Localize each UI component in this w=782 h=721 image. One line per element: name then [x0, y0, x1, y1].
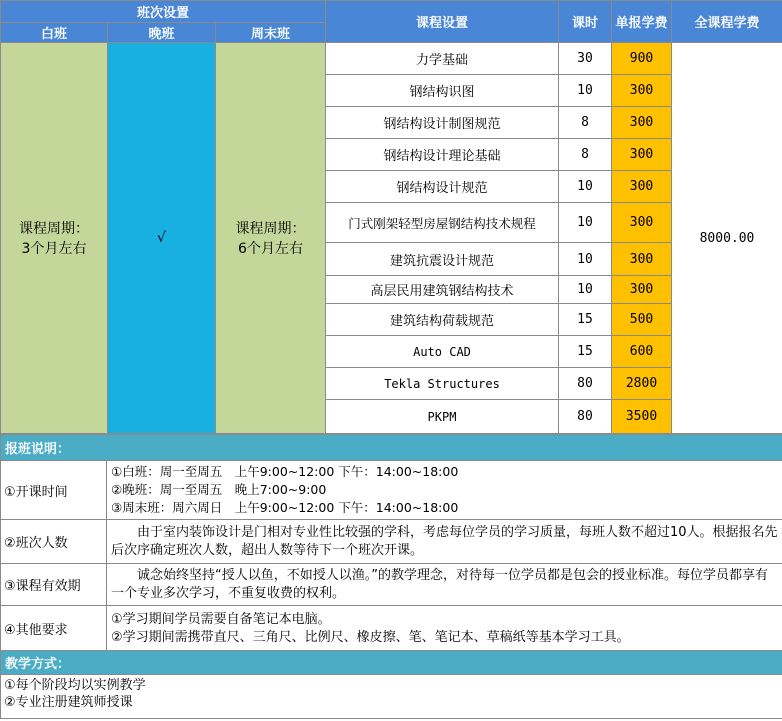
course-hours: 10 [559, 171, 612, 203]
course-name: PKPM [326, 400, 559, 434]
course-fee: 300 [612, 276, 672, 304]
course-name: 高层民用建筑钢结构技术 [326, 276, 559, 304]
full-fee-header: 全课程学费 [672, 1, 782, 43]
weekend-class-period: 课程周期： 6个月左右 [216, 43, 326, 434]
class-size-label: ②班次人数 [1, 520, 107, 564]
course-name: Auto CAD [326, 336, 559, 368]
course-fee: 2800 [612, 368, 672, 400]
validity-label: ③课程有效期 [1, 564, 107, 606]
evening-class-header: 晚班 [108, 23, 216, 43]
course-name: 钢结构设计规范 [326, 171, 559, 203]
opening-time-label: ①开课时间 [1, 461, 107, 520]
other-requirements-label: ④其他要求 [1, 606, 107, 652]
course-fee: 300 [612, 107, 672, 139]
course-fee: 3500 [612, 400, 672, 434]
course-fee: 300 [612, 203, 672, 243]
course-name: 建筑抗震设计规范 [326, 243, 559, 276]
single-fee-header: 单报学费 [612, 1, 672, 43]
day-class-period: 课程周期： 3个月左右 [1, 43, 108, 434]
teaching-table [0, 650, 782, 719]
course-fee: 600 [612, 336, 672, 368]
course-hours: 80 [559, 400, 612, 434]
weekend-class-header: 周末班 [216, 23, 326, 43]
course-hours: 15 [559, 304, 612, 336]
hours-header: 课时 [559, 1, 612, 43]
course-hours: 10 [559, 243, 612, 276]
course-hours: 8 [559, 139, 612, 171]
course-name: Tekla Structures [326, 368, 559, 400]
course-fee: 300 [612, 75, 672, 107]
course-fee: 300 [612, 243, 672, 276]
course-name: 门式刚架轻型房屋钢结构技术规程 [326, 203, 559, 243]
course-hours: 8 [559, 107, 612, 139]
course-hours: 15 [559, 336, 612, 368]
full-course-fee: 8000.00 [672, 43, 782, 434]
opening-time-text: ①白班：周一至周五 上午9:00~12:00 下午：14:00~18:00 ②晚班：周一至周五 晚上7:00~9:00 ③周末班：周六周日 上午9:00~12:00 下午：14:00~18:00 [107, 461, 782, 520]
teaching-title: 教学方式： [1, 651, 782, 675]
course-hours: 80 [559, 368, 612, 400]
course-name: 建筑结构荷载规范 [326, 304, 559, 336]
course-name: 钢结构识图 [326, 75, 559, 107]
course-fee: 300 [612, 139, 672, 171]
course-setup-header: 课程设置 [326, 1, 559, 43]
other-requirements-text: ①学习期间学员需要自备笔记本电脑。 ②学习期间需携带直尺、三角尺、比例尺、橡皮擦、笔、笔记本、草稿纸等基本学习工具。 [107, 606, 782, 652]
teaching-text: ①每个阶段均以实例教学 ②专业注册建筑师授课 [1, 675, 782, 719]
class-size-text: 由于室内装饰设计是门相对专业性比较强的学科，考虑每位学员的学习质量，每班人数不超过10人。根据报名先后次序确定班次人数，超出人数等待下一个班次开课。 [107, 520, 782, 564]
registration-table [0, 434, 782, 652]
course-name: 钢结构设计制图规范 [326, 107, 559, 139]
day-class-header: 白班 [1, 23, 108, 43]
class-setup-header: 班次设置 [1, 1, 326, 23]
course-fee: 300 [612, 171, 672, 203]
registration-title: 报班说明： [1, 435, 782, 461]
validity-text: 诚念始终坚持“授人以鱼，不如授人以渔。”的教学理念，对待每一位学员都是包会的授业标准。每位学员都享有一个专业多次学习，不重复收费的权利。 [107, 564, 782, 606]
course-fee: 900 [612, 43, 672, 75]
course-hours: 10 [559, 75, 612, 107]
course-name: 力学基础 [326, 43, 559, 75]
evening-class-check: √ [108, 43, 216, 434]
course-hours: 10 [559, 203, 612, 243]
course-hours: 30 [559, 43, 612, 75]
course-fee: 500 [612, 304, 672, 336]
course-name: 钢结构设计理论基础 [326, 139, 559, 171]
course-hours: 10 [559, 276, 612, 304]
